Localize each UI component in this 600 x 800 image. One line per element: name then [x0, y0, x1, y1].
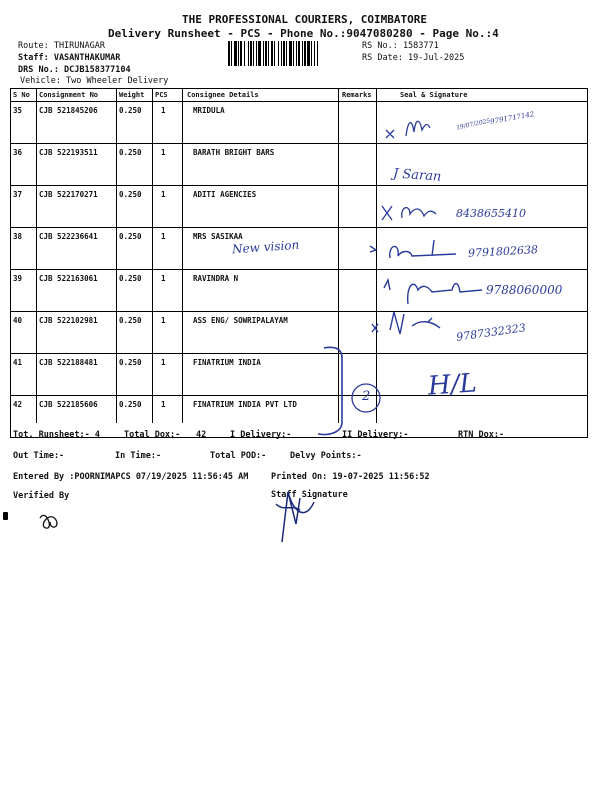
- cell-weight: 0.250: [119, 274, 142, 283]
- signature-mark: [382, 110, 462, 142]
- barcode-bar: [289, 41, 292, 66]
- cell-pcs: 1: [161, 190, 166, 199]
- in-time: In Time:-: [115, 451, 162, 461]
- delvy-points: Delvy Points:-: [290, 451, 362, 461]
- i-delivery: I Delivery:-: [230, 430, 292, 440]
- barcode-bar: [248, 41, 249, 66]
- cell-sno: 36: [13, 148, 23, 157]
- col-consignment: Consignment No: [39, 91, 99, 99]
- col-divider: [36, 88, 37, 423]
- handwritten-date: 19/07/2025: [455, 117, 491, 132]
- cell-consignment: CJB 522185606: [39, 400, 98, 409]
- cell-consignment: CJB 522163061: [39, 274, 98, 283]
- barcode-bar: [258, 41, 261, 66]
- cell-consignee: FINATRIUM INDIA PVT LTD: [193, 400, 297, 409]
- cell-consignee: FINATRIUM INDIA: [193, 358, 261, 367]
- barcode: [228, 41, 354, 66]
- signature-mark: [366, 236, 466, 266]
- rs-no-label: RS No.: 1583771: [362, 41, 439, 51]
- col-remarks: Remarks: [342, 91, 372, 99]
- total-pod: Total POD:-: [210, 451, 267, 461]
- cell-consignee: RAVINDRA N: [193, 274, 239, 283]
- handwritten-circle-number: 2: [362, 389, 371, 404]
- cell-sno: 40: [13, 316, 23, 325]
- cell-pcs: 1: [161, 316, 166, 325]
- cell-pcs: 1: [161, 400, 166, 409]
- col-divider: [152, 88, 153, 423]
- cell-pcs: 1: [161, 232, 166, 241]
- cell-consignee: ASS ENG/ SOWRIPALAYAM: [193, 316, 288, 325]
- barcode-bar: [298, 41, 300, 66]
- col-sno: S No: [13, 91, 30, 99]
- signature-mark: [380, 200, 450, 226]
- cell-sno: 35: [13, 106, 23, 115]
- cell-pcs: 1: [161, 148, 166, 157]
- cell-consignment: CJB 521845206: [39, 106, 98, 115]
- cell-pcs: 1: [161, 274, 166, 283]
- barcode-bar: [250, 41, 252, 66]
- entered-by: Entered By :POORNIMAPCS 07/19/2025 11:56:45 AM: [13, 472, 249, 482]
- cell-sno: 38: [13, 232, 23, 241]
- total-dox-value: 42: [196, 430, 207, 440]
- out-time: Out Time:-: [13, 451, 65, 461]
- handwritten-phone: 9791802638: [467, 243, 539, 260]
- signature-mark: [378, 274, 488, 308]
- cell-consignment: CJB 522188481: [39, 358, 98, 367]
- cell-pcs: 1: [161, 106, 166, 115]
- barcode-bar: [240, 41, 242, 66]
- cell-consignee: MRIDULA: [193, 106, 225, 115]
- barcode-bar: [307, 41, 310, 66]
- cell-sno: 41: [13, 358, 23, 367]
- handwritten-phone: 9788060000: [486, 283, 563, 297]
- barcode-bar: [311, 41, 312, 66]
- cell-weight: 0.250: [119, 316, 142, 325]
- printed-on: Printed On: 19-07-2025 11:56:52: [271, 472, 430, 482]
- handwritten-note: New vision: [231, 237, 300, 257]
- barcode-bar: [238, 41, 239, 66]
- company-name: THE PROFESSIONAL COURIERS, COIMBATORE: [182, 13, 428, 26]
- barcode-bar: [302, 41, 303, 66]
- col-divider: [116, 88, 117, 423]
- barcode-bar: [281, 41, 282, 66]
- staff-signature-mark: [270, 484, 320, 544]
- barcode-bar: [317, 41, 318, 66]
- handwritten-phone: 8438655410: [456, 207, 526, 220]
- col-consignee: Consignee Details: [187, 91, 259, 99]
- barcode-bar: [263, 41, 264, 66]
- cell-sno: 39: [13, 274, 23, 283]
- cell-consignment: CJB 522193511: [39, 148, 98, 157]
- tot-runsheet: Tot. Runsheet:- 4: [13, 430, 100, 440]
- cell-sno: 37: [13, 190, 23, 199]
- cell-consignee: BARATH BRIGHT BARS: [193, 148, 275, 157]
- total-dox-label: Total Dox:-: [124, 430, 181, 440]
- barcode-bar: [231, 41, 232, 66]
- barcode-bar: [296, 41, 297, 66]
- barcode-bar: [268, 41, 269, 66]
- cell-weight: 0.250: [119, 148, 142, 157]
- vehicle-label: Vehicle: Two Wheeler Delivery: [20, 76, 169, 86]
- cell-consignee: MRS SASIKAA: [193, 232, 243, 241]
- staff-signature: Staff Signature: [271, 490, 348, 500]
- bracket-mark: [316, 342, 396, 442]
- handwritten-hl: H/L: [427, 368, 478, 402]
- rs-date-label: RS Date: 19-Jul-2025: [362, 53, 465, 63]
- barcode-bar: [265, 41, 267, 66]
- col-pcs: PCS: [155, 91, 168, 99]
- cell-weight: 0.250: [119, 232, 142, 241]
- barcode-bar: [271, 41, 273, 66]
- handwritten-phone: 9791717142: [489, 110, 535, 126]
- table-row: [11, 354, 587, 396]
- col-seal: Seal & Signature: [400, 91, 468, 99]
- runsheet-table: [10, 88, 588, 438]
- table-header: [11, 89, 587, 102]
- barcode-bar: [278, 41, 279, 66]
- punch-hole-mark: [3, 512, 8, 520]
- route-label: Route: THIRUNAGAR: [18, 41, 105, 51]
- barcode-bar: [234, 41, 237, 66]
- barcode-bar: [283, 41, 285, 66]
- cell-consignment: CJB 522102981: [39, 316, 98, 325]
- cell-consignment: CJB 522170271: [39, 190, 98, 199]
- barcode-bar: [244, 41, 245, 66]
- ii-delivery: II Delivery:-: [342, 430, 409, 440]
- cell-consignment: CJB 522236641: [39, 232, 98, 241]
- verifier-signature-mark: [36, 506, 66, 532]
- verified-by: Verified By: [13, 491, 70, 501]
- rtn-dox: RTN Dox:-: [458, 430, 505, 440]
- cell-weight: 0.250: [119, 190, 142, 199]
- barcode-bar: [314, 41, 315, 66]
- cell-weight: 0.250: [119, 400, 142, 409]
- runsheet-subtitle: Delivery Runsheet - PCS - Phone No.:9047080280 - Page No.:4: [108, 27, 499, 40]
- barcode-bar: [304, 41, 306, 66]
- drs-label: DRS No.: DCJB158377104: [18, 65, 131, 75]
- col-divider: [182, 88, 183, 423]
- barcode-bar: [228, 41, 230, 66]
- cell-pcs: 1: [161, 358, 166, 367]
- barcode-bar: [286, 41, 287, 66]
- barcode-bar: [293, 41, 294, 66]
- cell-weight: 0.250: [119, 106, 142, 115]
- cell-sno: 42: [13, 400, 23, 409]
- barcode-bar: [256, 41, 257, 66]
- handwritten-phone: 9787332323: [455, 321, 527, 344]
- barcode-bar: [274, 41, 275, 66]
- cell-weight: 0.250: [119, 358, 142, 367]
- staff-label: Staff: VASANTHAKUMAR: [18, 53, 121, 63]
- barcode-bar: [253, 41, 254, 66]
- cell-consignee: ADITI AGENCIES: [193, 190, 257, 199]
- handwritten-name: J Saran: [392, 166, 442, 185]
- col-weight: Weight: [119, 91, 145, 99]
- table-row: [11, 144, 587, 186]
